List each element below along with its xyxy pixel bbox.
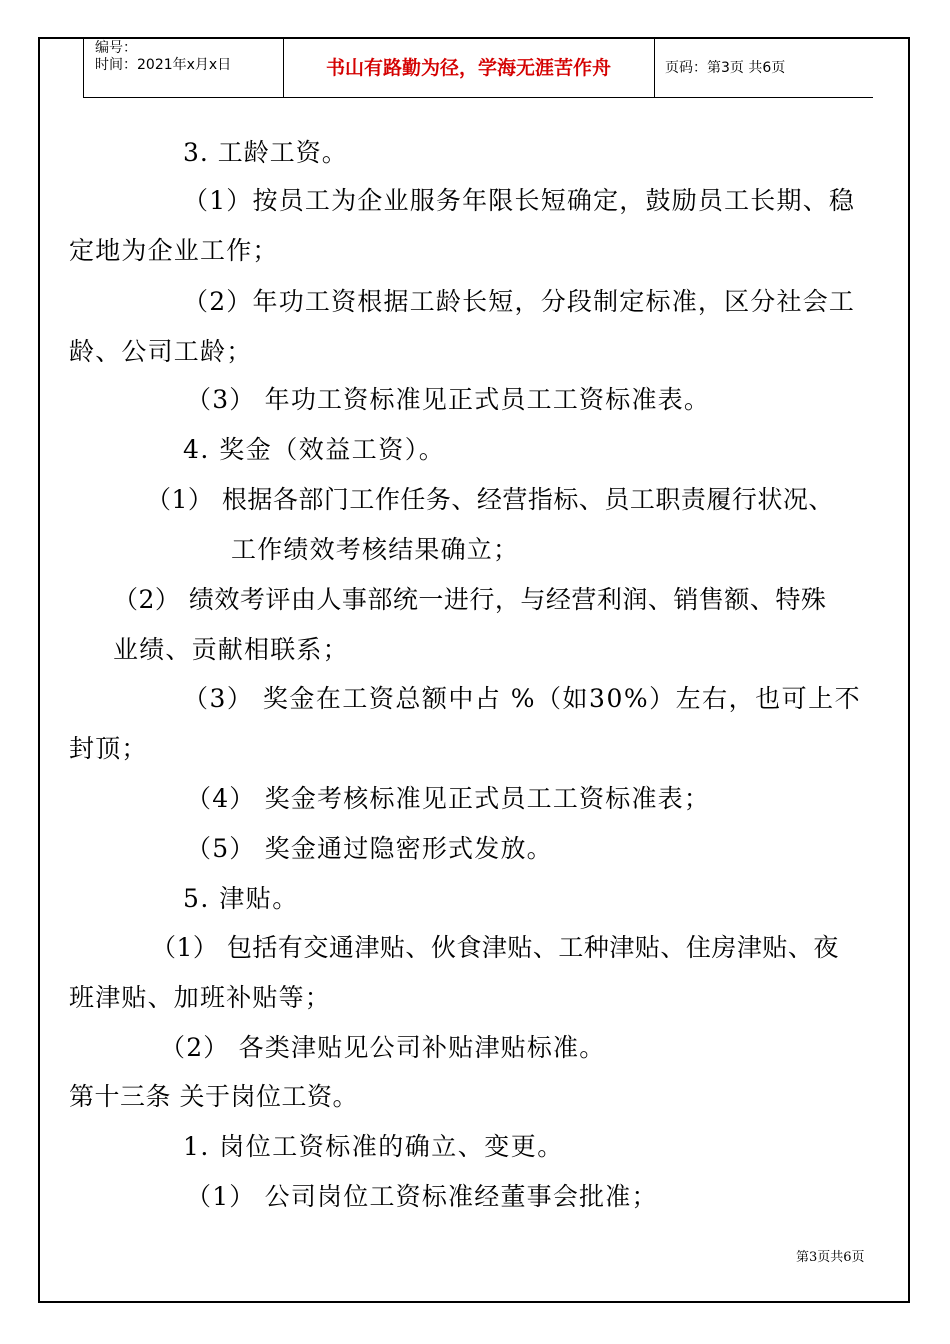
paragraph-line: （3） 奖金在工资总额中占 %（如30%）左右，也可上不: [183, 684, 862, 713]
paragraph-line: （2） 绩效考评由人事部统一进行，与经营利润、销售额、特殊: [113, 585, 827, 614]
document-time-label: 时间：2021年x月x日: [95, 57, 232, 73]
section-heading: 3. 工龄工资。: [183, 138, 348, 167]
section-heading: 5. 津贴。: [183, 884, 299, 913]
paragraph-line: （1） 包括有交通津贴、伙食津贴、工种津贴、住房津贴、夜: [151, 933, 839, 962]
paragraph-line: （1） 公司岗位工资标准经董事会批准；: [186, 1182, 658, 1211]
paragraph-line: （2） 各类津贴见公司补贴津贴标准。: [160, 1033, 606, 1062]
paragraph-line: 班津贴、加班补贴等；: [69, 983, 332, 1012]
paragraph-line: （1） 根据各部门工作任务、经营指标、员工职责履行状况、: [146, 485, 834, 514]
paragraph-line: 封顶；: [69, 734, 148, 763]
header-divider: [83, 37, 84, 98]
paragraph-line: （2）年功工资根据工龄长短，分段制定标准，区分社会工: [183, 287, 856, 316]
paragraph-line: 龄、公司工龄；: [69, 337, 253, 366]
header-page-number: 页码：第3页 共6页: [665, 60, 786, 76]
header-motto: 书山有路勤为径，学海无涯苦作舟: [325, 57, 611, 79]
paragraph-line: （1）按员工为企业服务年限长短确定，鼓励员工长期、稳: [183, 186, 856, 215]
paragraph-line: （5） 奖金通过隐密形式发放。: [186, 834, 553, 863]
header-top-rule: [83, 37, 873, 38]
article-heading: 第十三条 关于岗位工资。: [69, 1082, 358, 1111]
document-number-label: 编号：: [95, 40, 137, 56]
page-border: [38, 37, 910, 1303]
section-heading: 1. 岗位工资标准的确立、变更。: [183, 1132, 564, 1161]
header-bottom-rule: [83, 97, 873, 98]
section-heading: 4. 奖金（效益工资）。: [183, 435, 446, 464]
paragraph-line: （3） 年功工资标准见正式员工工资标准表。: [186, 385, 711, 414]
paragraph-line: 定地为企业工作；: [69, 236, 279, 265]
footer-page-number: 第3页共6页: [796, 1250, 865, 1265]
paragraph-line: （4） 奖金考核标准见正式员工工资标准表；: [186, 784, 711, 813]
paragraph-line: 业绩、贡献相联系；: [113, 635, 349, 664]
header-divider: [654, 37, 655, 98]
paragraph-line: 工作绩效考核结果确立；: [231, 535, 520, 564]
